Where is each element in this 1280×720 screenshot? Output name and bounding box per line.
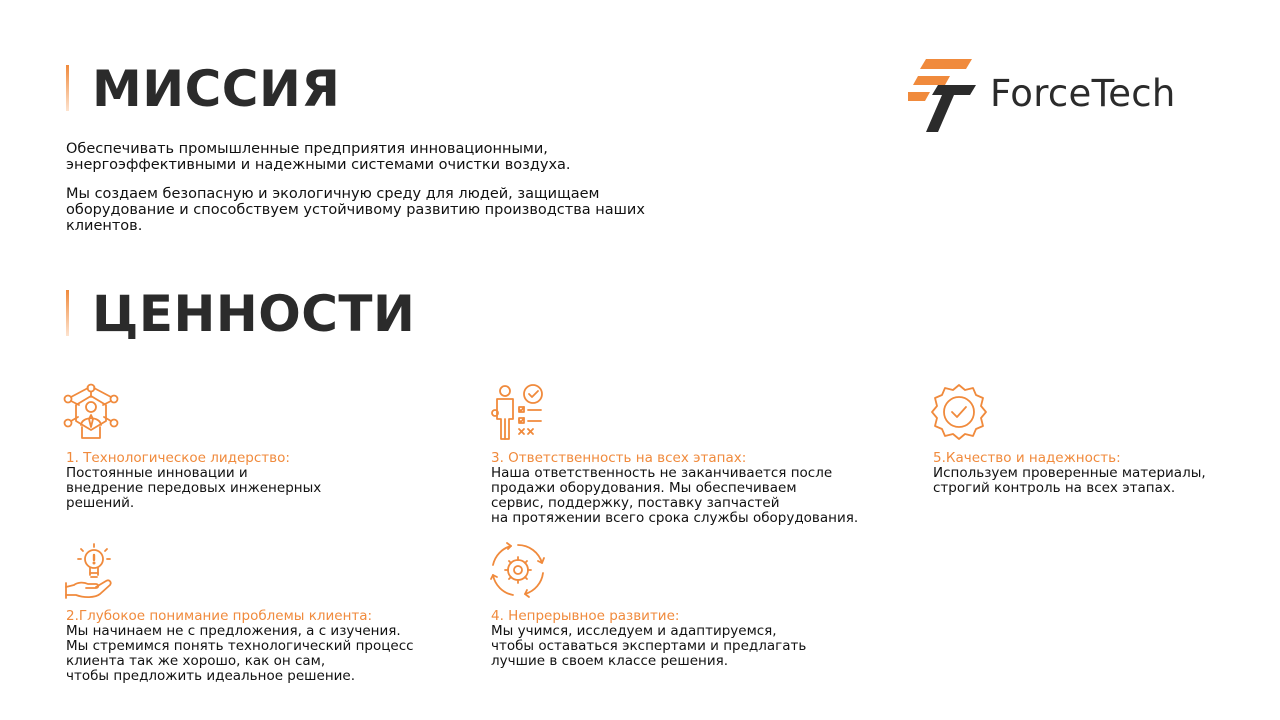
gear-cycle-icon [489, 541, 547, 599]
quality-badge-icon [930, 383, 988, 441]
network-leader-icon [62, 383, 120, 441]
forcetech-logo-mark [908, 56, 980, 136]
checklist-person-icon [489, 383, 547, 441]
value-1-text: Постоянные инновации и внедрение передовых инженерных решений. [66, 465, 322, 511]
value-3-title: 3. Ответственность на всех этапах: [491, 450, 747, 466]
mission-paragraph-1: Обеспечивать промышленные предприятия инновационными, энергоэффективными и надежными системами очистки воздуха. [66, 141, 571, 173]
mission-heading-bar [66, 65, 69, 111]
value-2-title: 2.Глубокое понимание проблемы клиента: [66, 608, 373, 624]
value-5-text: Используем проверенные материалы, строгий контроль на всех этапах. [933, 465, 1206, 496]
value-4-text: Мы учимся, исследуем и адаптируемся, чтобы оставаться экспертами и предлагать лучшие в своем классе решения. [491, 623, 807, 669]
lightbulb-hand-icon [62, 543, 120, 601]
value-4-title: 4. Непрерывное развитие: [491, 608, 680, 624]
values-heading-bar [66, 290, 69, 336]
values-heading: ЦЕННОСТИ [92, 285, 416, 343]
mission-paragraph-2: Мы создаем безопасную и экологичную среду для людей, защищаем оборудование и способствуем устойчивому развитию производства наших клиентов. [66, 186, 645, 234]
value-3-text: Наша ответственность не заканчивается после продажи оборудования. Мы обеспечиваем сервис, поддержку, поставку запчастей на протяжении всего срока службы оборудования. [491, 465, 859, 526]
logo-text: ForceTech [990, 72, 1176, 115]
value-1-title: 1. Технологическое лидерство: [66, 450, 290, 466]
value-5-title: 5.Качество и надежность: [933, 450, 1121, 466]
forcetech-logo [908, 56, 1238, 136]
value-2-text: Мы начинаем не с предложения, а с изучения. Мы стремимся понять технологический процесс клиента так же хорошо, как он сам, чтобы предложить идеальное решение. [66, 623, 414, 684]
mission-heading: МИССИЯ [92, 60, 341, 118]
